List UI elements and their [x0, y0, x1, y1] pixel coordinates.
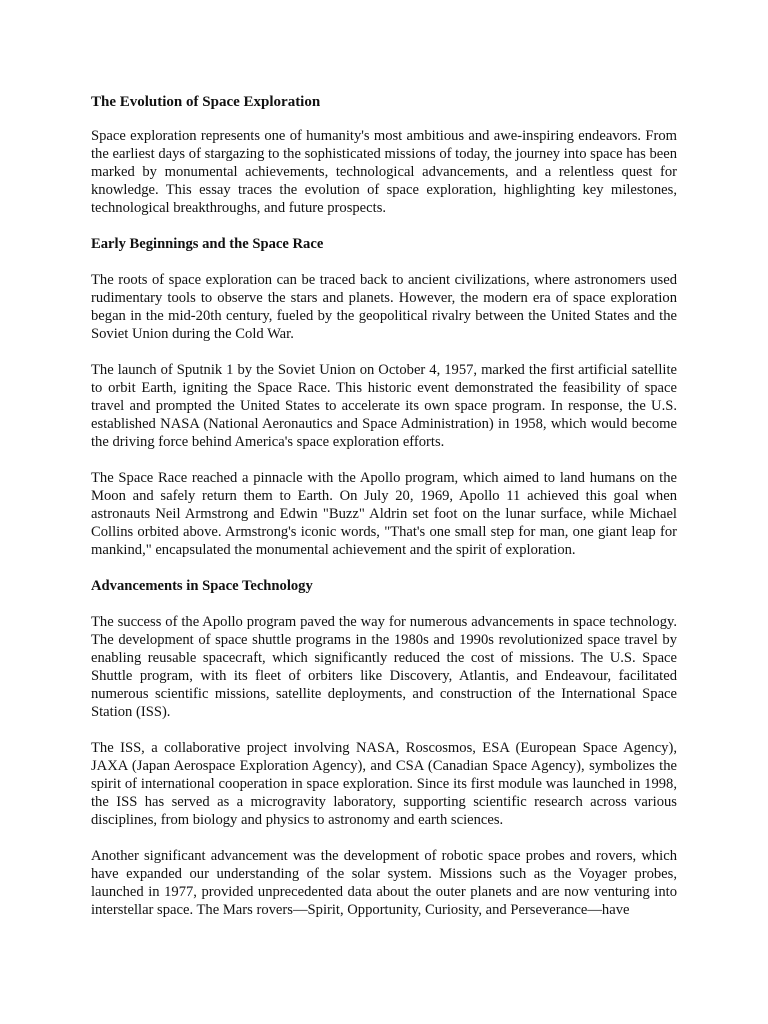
paragraph: The launch of Sputnik 1 by the Soviet Union on October 4, 1957, marked the first artificial satellite to orbit Earth, igniting the Space Race. This historic event demonstrated the feasibility of space travel and prompted the United States to accelerate its own space program. In response, the U.S. established NASA (National Aeronautics and Space Administration) in 1958, which would become the driving force behind America's space exploration efforts.	[91, 362, 677, 450]
paragraph: The ISS, a collaborative project involving NASA, Roscosmos, ESA (European Space Agency), JAXA (Japan Aerospace Exploration Agency), and CSA (Canadian Space Agency), symbolizes the spirit of international cooperation in space exploration. Since its first module was launched in 1998, the ISS has served as a microgravity laboratory, supporting scientific research across various disciplines, from biology and physics to astronomy and earth sciences.	[91, 740, 677, 828]
document-title: The Evolution of Space Exploration	[91, 94, 321, 110]
paragraph: The roots of space exploration can be traced back to ancient civilizations, where astronomers used rudimentary tools to observe the stars and planets. However, the modern era of space exploration began in the mid-20th century, fueled by the geopolitical rivalry between the United States and the Soviet Union during the Cold War.	[91, 272, 677, 342]
document-page	[91, 93, 677, 919]
section-heading-advancements: Advancements in Space Technology	[91, 578, 313, 594]
paragraph: Another significant advancement was the development of robotic space probes and rovers, which have expanded our understanding of the solar system. Missions such as the Voyager probes, launched in 1977, provided unprecedented data about the outer planets and are now venturing into interstellar space. The Mars rovers—Spirit, Opportunity, Curiosity, and Perseverance—have	[91, 848, 677, 918]
intro-paragraph: Space exploration represents one of humanity's most ambitious and awe-inspiring endeavors. From the earliest days of stargazing to the sophisticated missions of today, the journey into space has been marked by monumental achievements, technological advancements, and a relentless quest for knowledge. This essay traces the evolution of space exploration, highlighting key milestones, technological breakthroughs, and future prospects.	[91, 128, 677, 216]
paragraph: The success of the Apollo program paved the way for numerous advancements in space technology. The development of space shuttle programs in the 1980s and 1990s revolutionized space travel by enabling reusable spacecraft, which significantly reduced the cost of missions. The U.S. Space Shuttle program, with its fleet of orbiters like Discovery, Atlantis, and Endeavour, facilitated numerous scientific missions, satellite deployments, and construction of the International Space Station (ISS).	[91, 614, 677, 720]
paragraph: The Space Race reached a pinnacle with the Apollo program, which aimed to land humans on the Moon and safely return them to Earth. On July 20, 1969, Apollo 11 achieved this goal when astronauts Neil Armstrong and Edwin "Buzz" Aldrin set foot on the lunar surface, while Michael Collins orbited above. Armstrong's iconic words, "That's one small step for man, one giant leap for mankind," encapsulated the monumental achievement and the spirit of exploration.	[91, 470, 677, 558]
section-heading-early-beginnings: Early Beginnings and the Space Race	[91, 236, 324, 252]
